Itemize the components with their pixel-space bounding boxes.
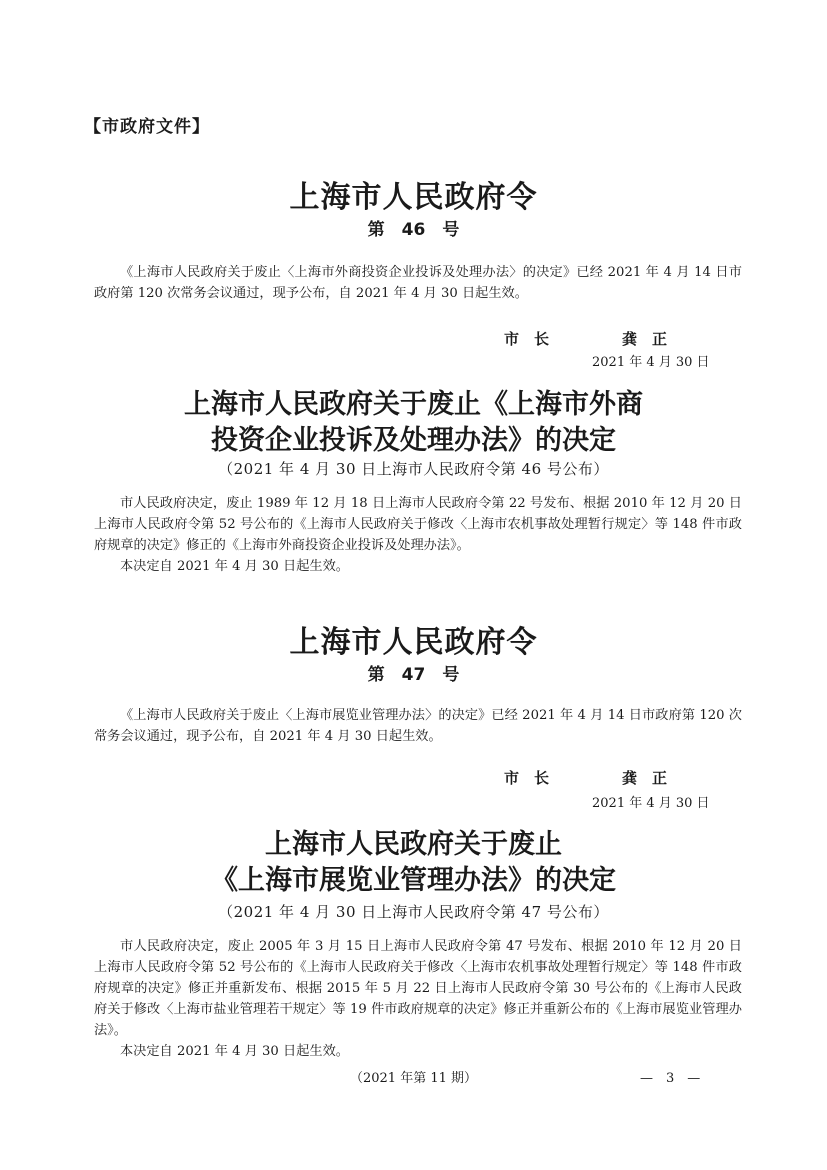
order-47-title: 上海市人民政府令	[289, 625, 538, 660]
order-46-title: 上海市人民政府令	[289, 180, 538, 215]
order-46-sign-role: 市 长	[504, 330, 550, 348]
decision-46-title-line2: 投资企业投诉及处理办法》的决定	[211, 425, 616, 456]
decision-46-subtitle: （2021 年 4 月 30 日上海市人民政府令第 46 号公布）	[218, 460, 609, 478]
order-47-number: 第 47 号	[367, 665, 460, 685]
decision-46-body: 市人民政府决定，废止 1989 年 12 月 18 日上海市人民政府令第 22 号发布、根据 2010 年 12 月 20 日上海市人民政府令第 52 号公布的《上海市人民政府关于修改〈上海市农机事故处理暂行规定〉等 148 件市政府规章的决定》修正的《上海市外商投资企业投诉及处理办法》。	[94, 496, 742, 553]
order-47-sign-date: 2021 年 4 月 30 日	[592, 796, 710, 811]
decision-47-subtitle: （2021 年 4 月 30 日上海市人民政府令第 47 号公布）	[218, 903, 609, 921]
order-46-sign-name: 龚 正	[622, 330, 668, 348]
decision-46-effective: 本决定自 2021 年 4 月 30 日起生效。	[120, 559, 349, 574]
order-46-number: 第 46 号	[367, 220, 460, 240]
order-46-sign-date: 2021 年 4 月 30 日	[592, 355, 710, 370]
order-47-sign-name: 龚 正	[622, 769, 668, 787]
decision-47-effective: 本决定自 2021 年 4 月 30 日起生效。	[120, 1044, 349, 1059]
order-47-sign-role: 市 长	[504, 769, 550, 787]
decision-47-title-line2: 《上海市展览业管理办法》的决定	[211, 865, 616, 896]
decision-47-title-line1: 上海市人民政府关于废止	[265, 829, 562, 860]
section-tag: 【市政府文件】	[84, 117, 210, 137]
order-47-body: 《上海市人民政府关于废止〈上海市展览业管理办法〉的决定》已经 2021 年 4 月 14 日市政府第 120 次常务会议通过，现予公布，自 2021 年 4 月 30 日起生效。	[94, 708, 742, 744]
decision-47-body: 市人民政府决定，废止 2005 年 3 月 15 日上海市人民政府令第 47 号发布、根据 2010 年 12 月 20 日上海市人民政府令第 52 号公布的《上海市人民政府关于修改〈上海市农机事故处理暂行规定〉等 148 件市政府规章的决定》修正并重新发布、根据 2015 年 5 月 22 日上海市人民政府令第 30 号公布的《上海市人民政府关于修改〈上海市盐业管理若干规定〉等 19 件市政府规章的决定》修正并重新公布的《上海市展览业管理办法》。	[94, 939, 742, 1038]
decision-46-title-line1: 上海市人民政府关于废止《上海市外商	[184, 389, 643, 420]
footer-page-number: — 3 —	[640, 1071, 701, 1086]
footer-issue: （2021 年第 11 期）	[349, 1071, 478, 1086]
order-46-body: 《上海市人民政府关于废止〈上海市外商投资企业投诉及处理办法〉的决定》已经 2021 年 4 月 14 日市政府第 120 次常务会议通过，现予公布，自 2021 年 4 月 30 日起生效。	[94, 265, 742, 301]
